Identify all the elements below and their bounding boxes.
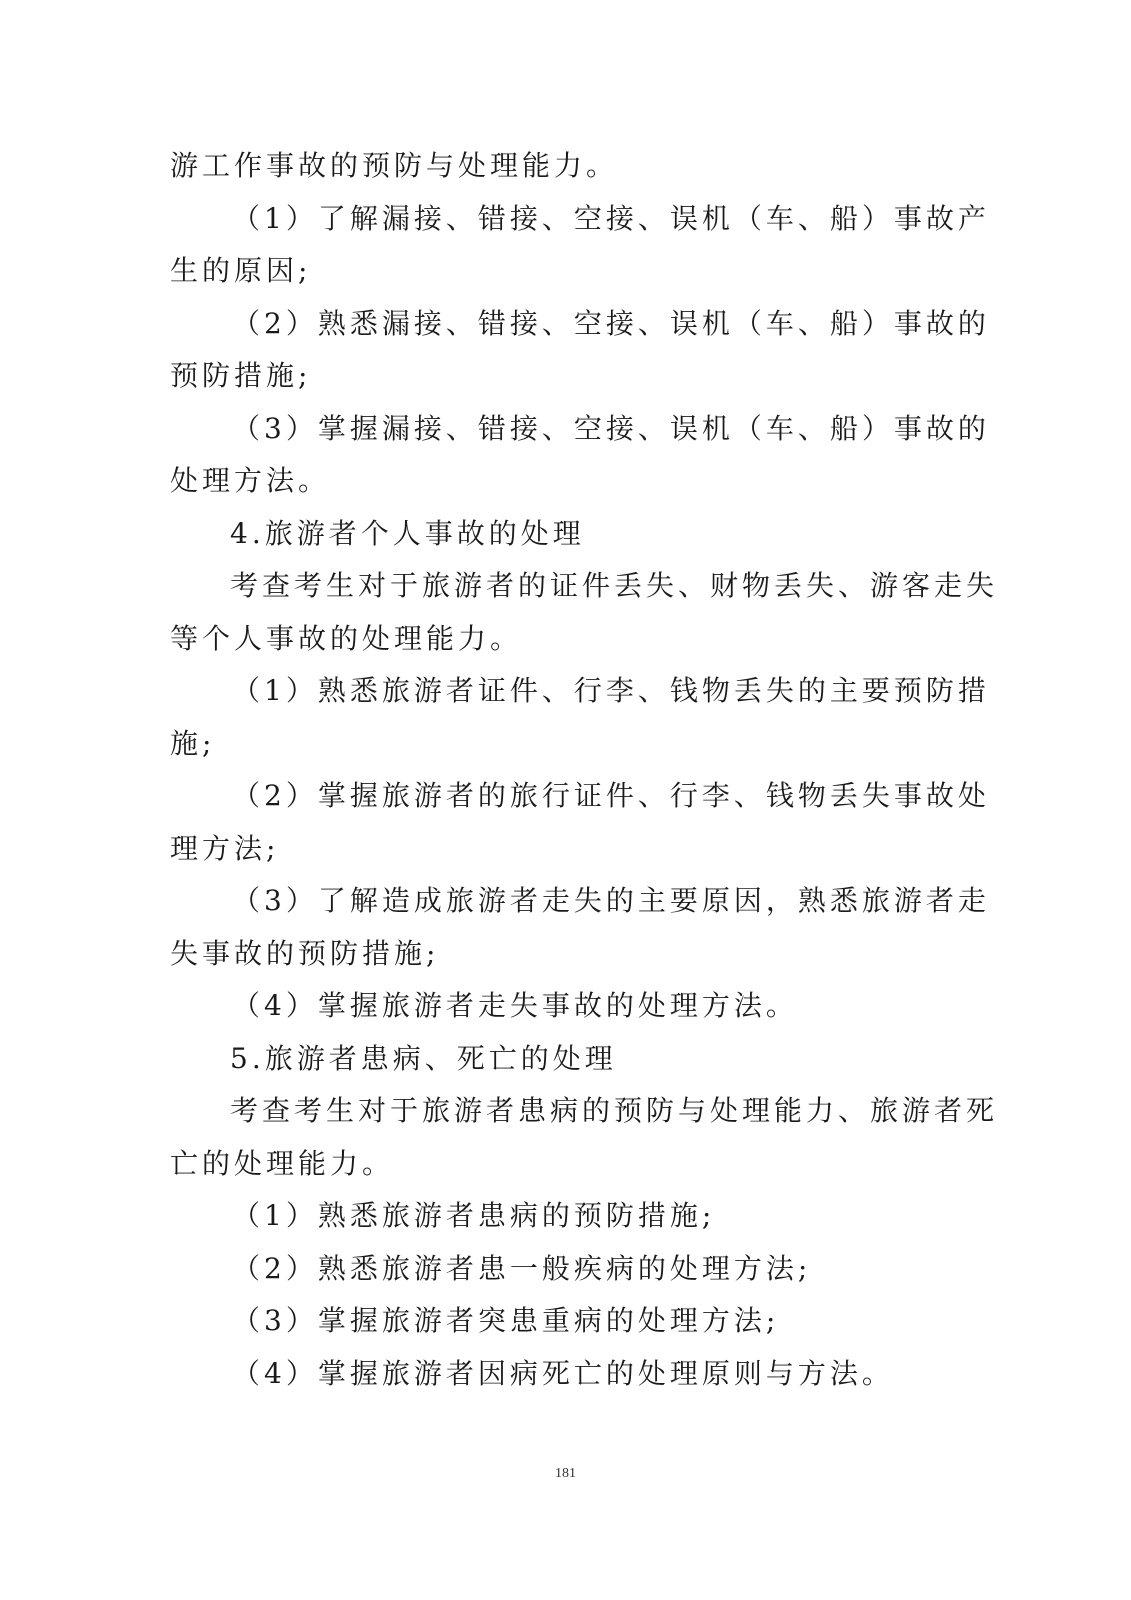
list-item-line: （3）掌握旅游者突患重病的处理方法;	[232, 1304, 780, 1337]
list-item-line: （1）熟悉旅游者证件、行李、钱物丢失的主要预防措	[232, 674, 990, 707]
text-line: 生的原因;	[170, 254, 312, 287]
section-heading: 5.旅游者患病、死亡的处理	[230, 1041, 617, 1075]
document-body	[170, 140, 999, 1400]
text-line: 等个人事故的处理能力。	[170, 621, 523, 655]
text-line: 理方法;	[170, 831, 280, 865]
list-item-line: （4）掌握旅游者因病死亡的处理原则与方法。	[232, 1356, 894, 1390]
text-line: 施;	[170, 726, 216, 760]
list-item-line: （3）掌握漏接、错接、空接、误机（车、船）事故的	[232, 411, 990, 445]
list-item-line: （1）了解漏接、错接、空接、误机（车、船）事故产	[232, 201, 990, 235]
text-line: 失事故的预防措施;	[170, 936, 440, 970]
text-line: 游工作事故的预防与处理能力。	[170, 149, 619, 182]
paragraph-line: 考查考生对于旅游者的证件丢失、财物丢失、游客走失	[230, 569, 999, 602]
list-item-line: （2）掌握旅游者的旅行证件、行李、钱物丢失事故处	[232, 779, 990, 812]
text-line: 处理方法。	[170, 464, 331, 497]
list-item-line: （3）了解造成旅游者走失的主要原因，熟悉旅游者走	[232, 884, 990, 917]
list-item-line: （4）掌握旅游者走失事故的处理方法。	[232, 989, 798, 1022]
page-number: 181	[555, 1466, 576, 1481]
section-heading: 4.旅游者个人事故的处理	[230, 516, 585, 550]
list-item-line: （2）熟悉旅游者患一般疾病的处理方法;	[232, 1251, 812, 1285]
list-item-line: （2）熟悉漏接、错接、空接、误机（车、船）事故的	[232, 306, 990, 340]
list-item-line: （1）熟悉旅游者患病的预防措施;	[232, 1199, 716, 1232]
text-line: 预防措施;	[170, 359, 312, 392]
text-line: 亡的处理能力。	[170, 1146, 395, 1180]
paragraph-line: 考查考生对于旅游者患病的预防与处理能力、旅游者死	[230, 1094, 999, 1127]
